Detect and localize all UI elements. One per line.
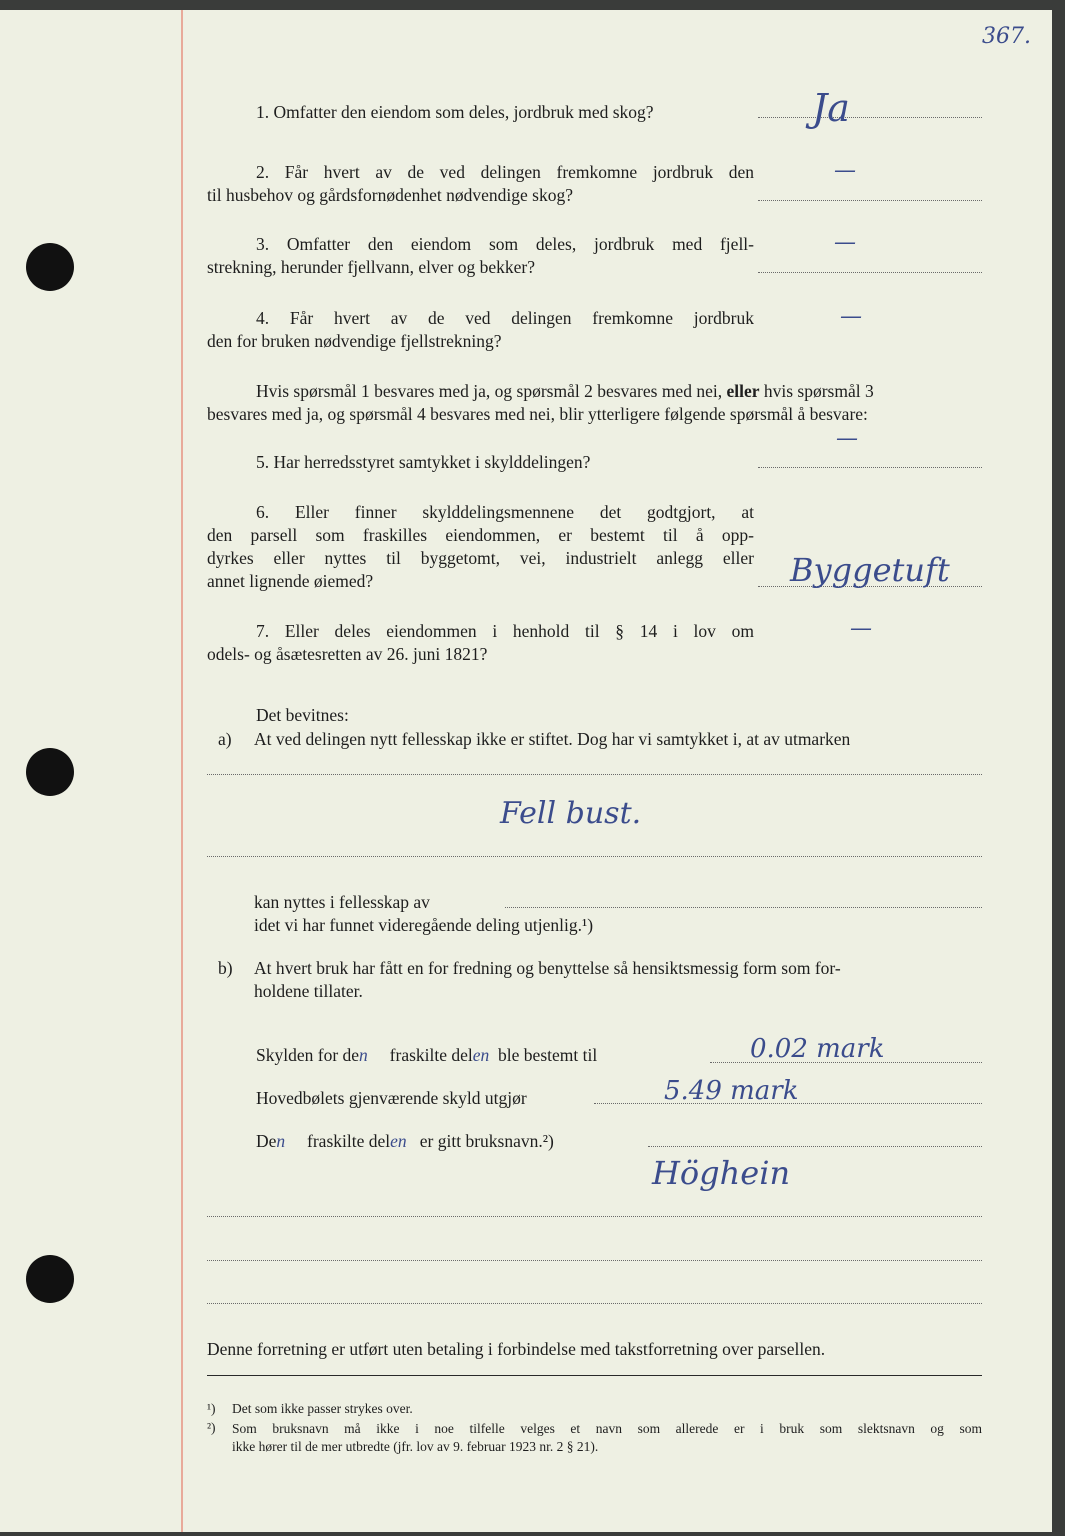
question-4-line-1: 4. Får hvert av de ved delingen fremkomne jordbruk — [256, 308, 754, 328]
answer-line — [758, 200, 982, 201]
fill-line — [207, 1216, 982, 1217]
item-b-line-1: At hvert bruk har fått en for fredning og benyttelse så hensiktsmessig form som for- — [254, 958, 841, 978]
divider — [207, 1375, 982, 1376]
handwritten-suffix: n — [276, 1131, 286, 1151]
margin-line — [181, 10, 183, 1532]
fill-line — [207, 774, 982, 775]
punch-hole — [26, 1255, 74, 1303]
hovedbol-label: Hovedbølets gjenværende skyld utgjør — [256, 1088, 527, 1108]
bruksnavn-value: Höghein — [652, 1154, 791, 1192]
handwritten-suffix: en — [390, 1131, 407, 1151]
fill-line — [207, 856, 982, 857]
footnote-2-line-1: Som bruksnavn må ikke i noe tilfelle velges et navn som allerede er i bruk som slektsnavn og som — [232, 1421, 982, 1436]
handwritten-suffix: en — [472, 1045, 490, 1065]
skyld-value: 0.02 mark — [750, 1034, 885, 1064]
fill-line — [207, 1260, 982, 1261]
punch-hole — [26, 243, 74, 291]
skyld-text: Skylden for de — [256, 1045, 360, 1065]
question-3-line-1: 3. Omfatter den eiendom som deles, jordbruk med fjell- — [256, 234, 754, 254]
answer-4: — — [840, 304, 862, 329]
question-6-line-2: den parsell som fraskilles eiendommen, er bestemt til å opp- — [207, 525, 754, 545]
item-a-marker: a) — [218, 729, 232, 749]
conditional-text-a: Hvis spørsmål 1 besvares med ja, og spørsmål 2 besvares med nei, — [256, 381, 723, 401]
footnote-2-line-2: ikke hører til de mer utbredte (jfr. lov av 9. februar 1923 nr. 2 § 21). — [232, 1439, 599, 1454]
question-3-line-2: strekning, herunder fjellvann, elver og bekker? — [207, 257, 535, 277]
question-6-line-3: dyrkes eller nyttes til byggetomt, vei, industrielt anlegg eller — [207, 548, 754, 568]
fill-line — [648, 1146, 982, 1147]
question-1: 1. Omfatter den eiendom som deles, jordbruk med skog? — [256, 102, 654, 122]
page-number: 367. — [982, 24, 1031, 49]
answer-line — [758, 467, 982, 468]
question-7-line-2: odels- og åsætesretten av 26. juni 1821? — [207, 644, 488, 664]
skyld-text: ble bestemt til — [498, 1045, 598, 1065]
question-7-line-1: 7. Eller deles eiendommen i henhold til § 14 i lov om — [256, 621, 754, 641]
answer-3: — — [834, 230, 856, 255]
answer-line — [758, 272, 982, 273]
item-a-line-3: idet vi har funnet videregående deling utjenlig.¹) — [254, 915, 594, 935]
question-5: 5. Har herredsstyret samtykket i skylddelingen? — [256, 452, 591, 472]
question-4-line-2: den for bruken nødvendige fjellstrekning? — [207, 331, 502, 351]
skyld-text: De — [256, 1131, 277, 1151]
item-a-line-2: kan nyttes i fellesskap av — [254, 892, 430, 912]
item-a-text: At ved delingen nytt fellesskap ikke er stiftet. Dog har vi samtykket i, at av utmarken — [254, 729, 851, 749]
question-2-line-2: til husbehov og gårdsfornødenhet nødvendige skog? — [207, 185, 573, 205]
answer-7: — — [850, 616, 872, 641]
skyld-line-3 — [256, 1130, 554, 1153]
footnote-1: Det som ikke passer strykes over. — [232, 1401, 413, 1416]
answer-6: Byggetuft — [790, 551, 950, 589]
item-b-marker: b) — [218, 958, 233, 978]
question-2-line-1: 2. Får hvert av de ved delingen fremkomne jordbruk den — [256, 162, 754, 182]
skyld-text: er gitt bruksnavn.²) — [419, 1131, 554, 1151]
handwritten-fell-bust: Fell bust. — [500, 796, 642, 831]
conditional-line-2: besvares med ja, og spørsmål 4 besvares med nei, blir ytterligere følgende spørsmål å besvare: — [207, 404, 868, 424]
footnote-1-mark: ¹) — [207, 1401, 216, 1416]
conditional-line-1 — [256, 380, 874, 403]
bevitnes-heading: Det bevitnes: — [256, 705, 349, 725]
closing-statement: Denne forretning er utført uten betaling i forbindelse med takstforretning over parsellen. — [207, 1339, 826, 1359]
conditional-bold: eller — [726, 381, 760, 401]
answer-5: — — [836, 426, 858, 451]
question-6-line-1: 6. Eller finner skylddelingsmennene det godtgjort, at — [256, 502, 754, 522]
handwritten-suffix: n — [359, 1045, 368, 1065]
conditional-text-b: hvis spørsmål 3 — [763, 381, 874, 401]
fill-line — [207, 1303, 982, 1304]
answer-2: — — [834, 158, 856, 183]
answer-line — [758, 117, 982, 118]
question-6-line-4: annet lignende øiemed? — [207, 571, 374, 591]
hovedbol-value: 5.49 mark — [664, 1076, 799, 1106]
punch-hole — [26, 748, 74, 796]
document-page — [0, 10, 1052, 1532]
item-b-line-2: holdene tillater. — [254, 981, 363, 1001]
skyld-line-1 — [256, 1044, 597, 1067]
answer-1: Ja — [812, 86, 850, 130]
skyld-text: fraskilte del — [389, 1045, 473, 1065]
fill-line — [505, 907, 982, 908]
footnote-2-mark: ²) — [207, 1420, 216, 1435]
skyld-text: fraskilte del — [307, 1131, 391, 1151]
